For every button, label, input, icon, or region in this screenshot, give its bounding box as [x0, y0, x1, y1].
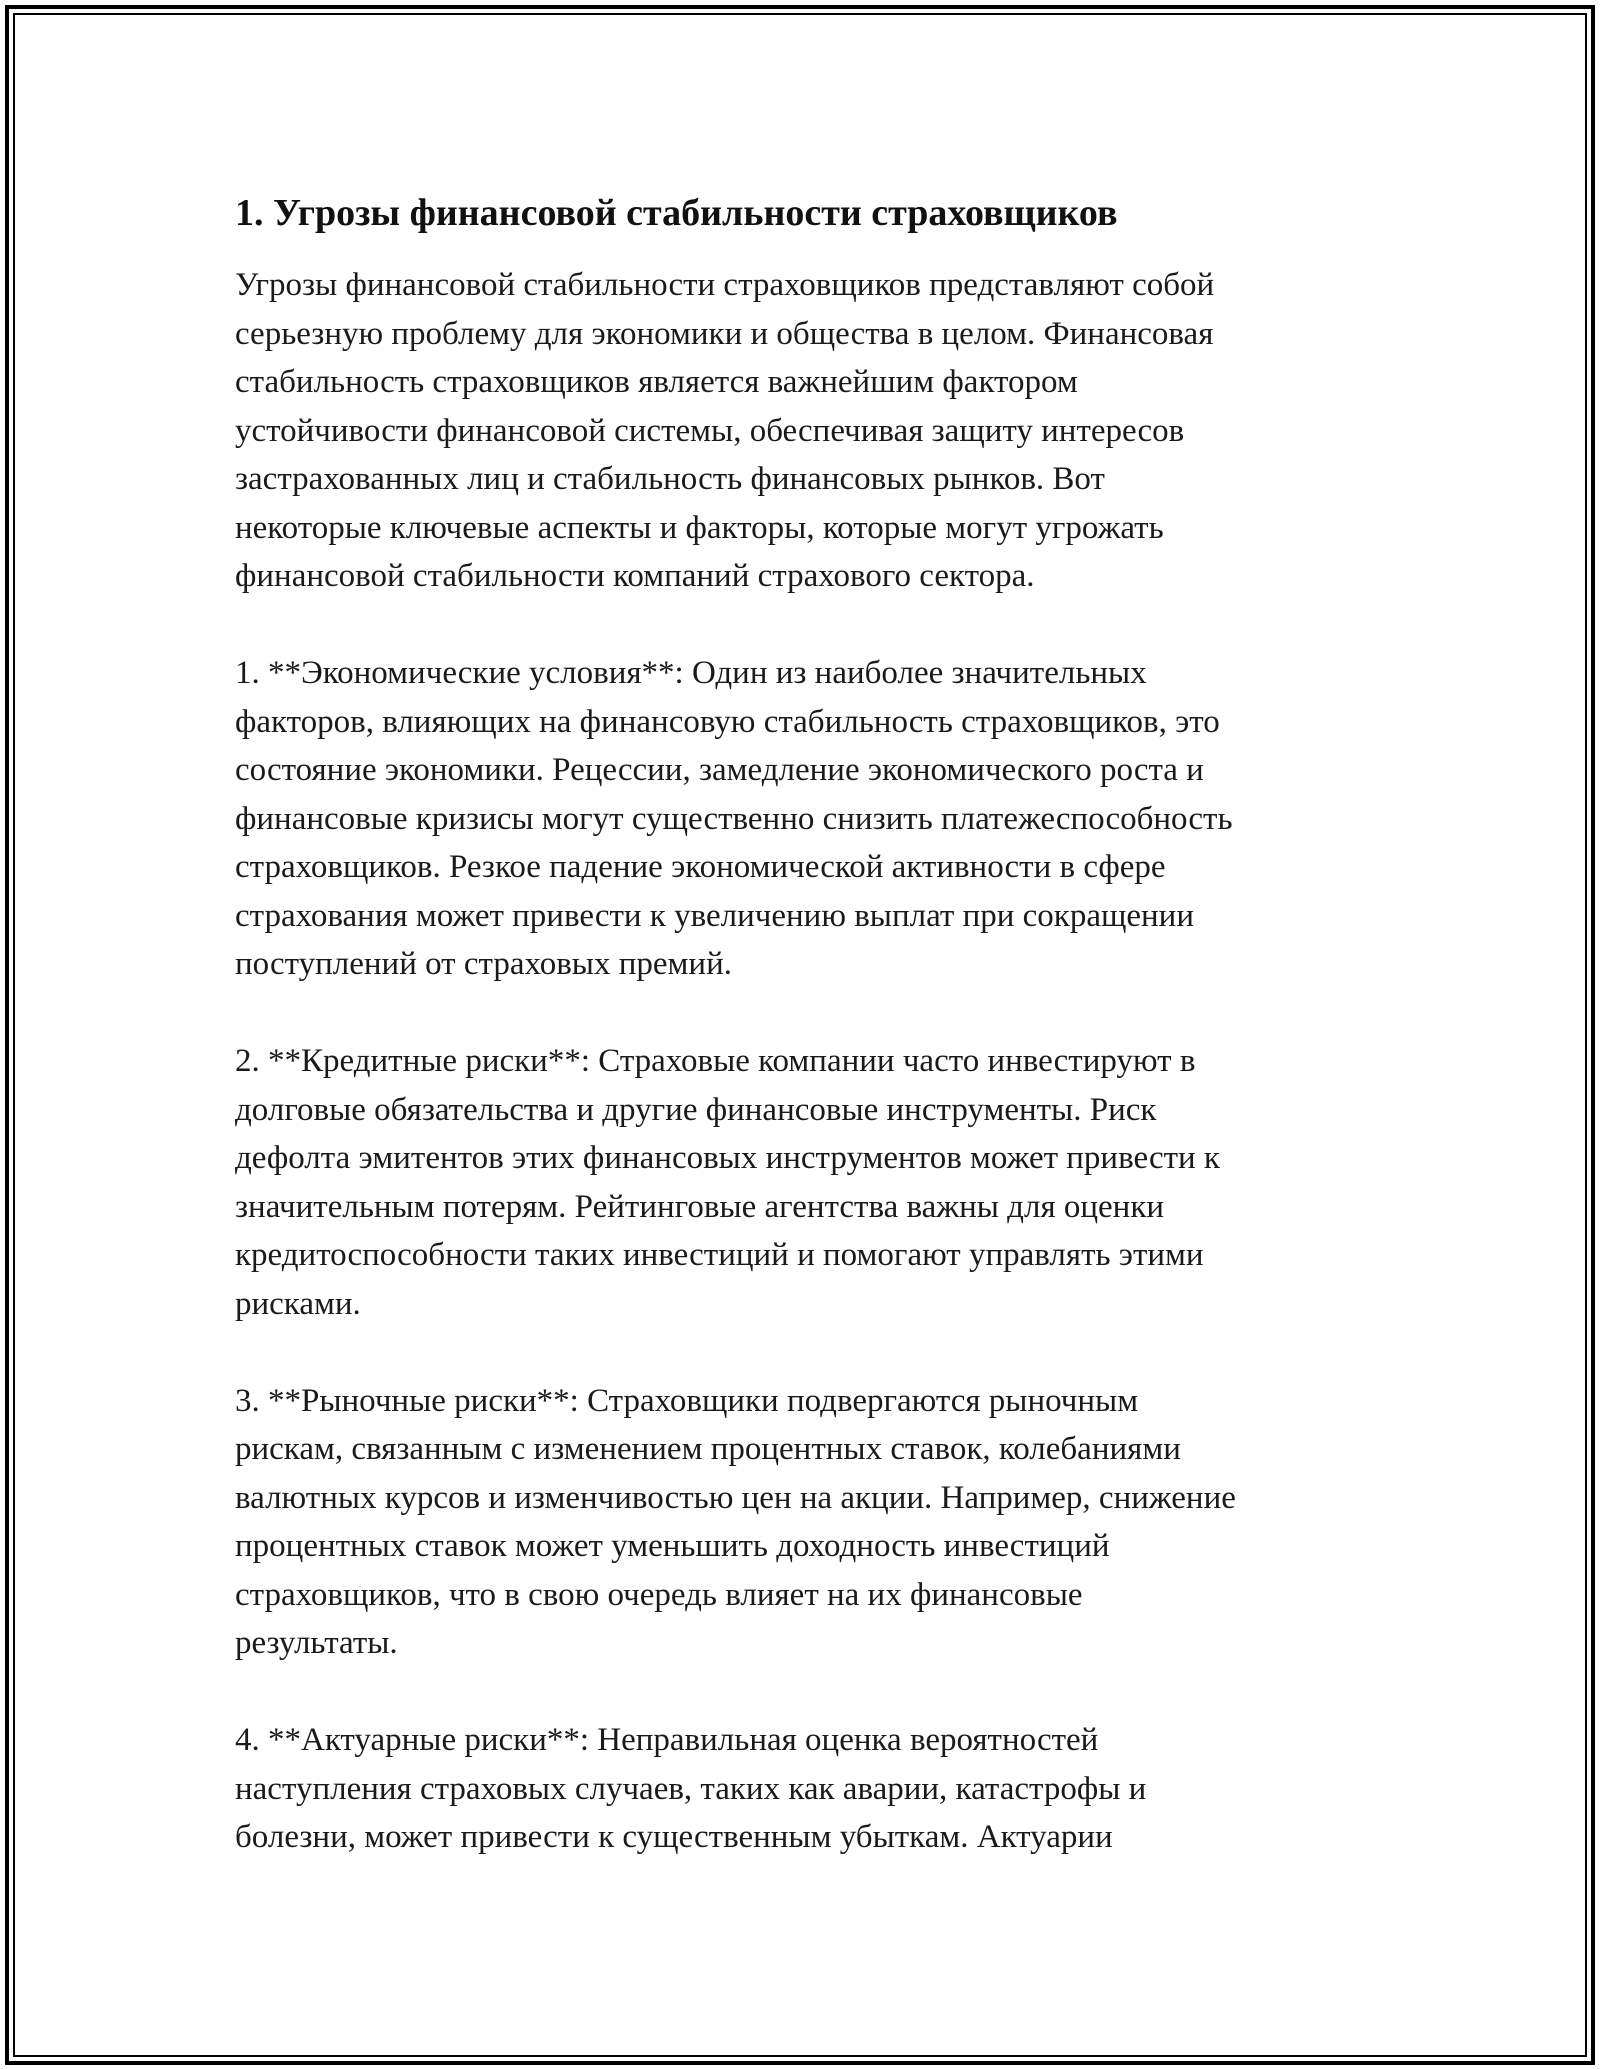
paragraph-line: валютных курсов и изменчивостью цен на акции. Например, снижение	[235, 1479, 1236, 1516]
paragraph-list	[235, 261, 1375, 1862]
paragraph-line: долговые обязательства и другие финансовые инструменты. Риск	[235, 1091, 1157, 1128]
paragraph-line: рискам, связанным с изменением процентных ставок, колебаниями	[235, 1431, 1181, 1467]
paragraph-line: значительным потерям. Рейтинговые агентства важны для оценки	[235, 1188, 1165, 1225]
paragraph-line: страховщиков. Резкое падение экономической активности в сфере	[235, 849, 1166, 885]
paragraph-line: финансовой стабильности компаний страхового сектора.	[235, 558, 1035, 594]
paragraph-line: наступления страховых случаев, таких как аварии, катастрофы и	[235, 1770, 1147, 1807]
paragraph-line: 1. **Экономические условия**: Один из наиболее значительных	[235, 655, 1147, 691]
paragraph	[235, 649, 1375, 989]
paragraph-line: процентных ставок может уменьшить доходность инвестиций	[235, 1528, 1110, 1564]
paragraph-line: результаты.	[235, 1625, 398, 1661]
paragraph-line: 3. **Рыночные риски**: Страховщики подвергаются рыночным	[235, 1382, 1139, 1419]
paragraph	[235, 1037, 1375, 1328]
document-body	[235, 185, 1375, 1862]
paragraph-line: Угрозы финансовой стабильности страховщиков представляют собой	[235, 267, 1215, 303]
paragraph	[235, 261, 1375, 601]
paragraph-line: финансовые кризисы могут существенно снизить платежеспособность	[235, 800, 1233, 837]
paragraph-line: состояние экономики. Рецессии, замедление экономического роста и	[235, 752, 1204, 788]
paragraph-line: болезни, может привести к существенным убыткам. Актуарии	[235, 1819, 1113, 1855]
paragraph-line: страхования может привести к увеличению выплат при сокращении	[235, 897, 1194, 934]
paragraph-line: серьезную проблему для экономики и общества в целом. Финансовая	[235, 315, 1214, 352]
paragraph-line: стабильность страховщиков является важнейшим фактором	[235, 364, 1078, 400]
section-heading: 1. Угрозы финансовой стабильности страховщиков	[235, 192, 1118, 234]
paragraph	[235, 1377, 1375, 1668]
paragraph-line: устойчивости финансовой системы, обеспечивая защиту интересов	[235, 412, 1185, 449]
paragraph-line: некоторые ключевые аспекты и факторы, которые могут угрожать	[235, 509, 1164, 546]
paragraph-line: поступлений от страховых премий.	[235, 946, 732, 982]
paragraph-line: 2. **Кредитные риски**: Страховые компании часто инвестируют в	[235, 1043, 1196, 1079]
paragraph-line: факторов, влияющих на финансовую стабильность страховщиков, это	[235, 703, 1220, 740]
paragraph-line: кредитоспособности таких инвестиций и помогают управлять этими	[235, 1237, 1204, 1273]
paragraph-line: страховщиков, что в свою очередь влияет на их финансовые	[235, 1576, 1083, 1613]
paragraph-line: дефолта эмитентов этих финансовых инструментов может привести к	[235, 1140, 1220, 1176]
paragraph-line: рисками.	[235, 1285, 361, 1322]
paragraph-line: застрахованных лиц и стабильность финансовых рынков. Вот	[235, 461, 1105, 497]
paragraph	[235, 1716, 1375, 1862]
paragraph-line: 4. **Актуарные риски**: Неправильная оценка вероятностей	[235, 1722, 1099, 1758]
